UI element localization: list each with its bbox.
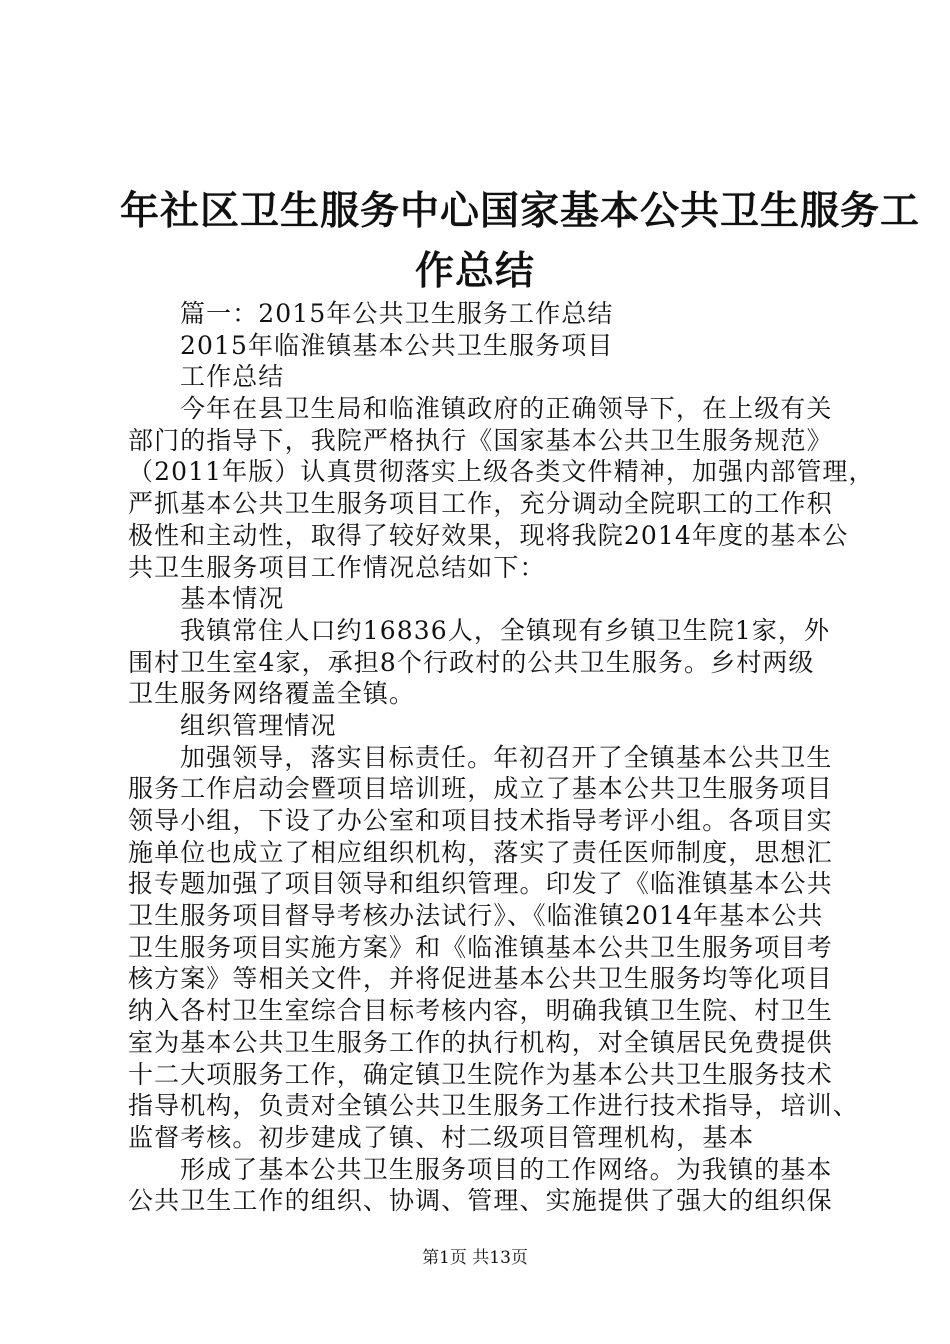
- text-line: 核方案》等相关文件，并将促进基本公共卫生服务均等化项目: [128, 964, 833, 994]
- text-line: 今年在县卫生局和临淮镇政府的正确领导下，在上级有关: [180, 394, 833, 424]
- page-number-total: 共13页: [472, 1248, 528, 1268]
- text-line: 服务工作启动会暨项目培训班，成立了基本公共卫生服务项目: [128, 774, 833, 804]
- text-line: 施单位也成立了相应组织机构，落实了责任医师制度，思想汇: [128, 837, 833, 867]
- text-line: 篇一：2015年公共卫生服务工作总结: [180, 299, 614, 328]
- text-line: 监督考核。初步建成了镇、村二级项目管理机构，基本: [128, 1122, 755, 1152]
- text-line: 严抓基本公共卫生服务项目工作，充分调动全院职工的工作积: [128, 489, 833, 519]
- text-line: 基本情况: [180, 584, 285, 614]
- page-footer: [0, 1246, 950, 1270]
- text-line: 报专题加强了项目领导和组织管理。印发了《临淮镇基本公共: [128, 869, 833, 899]
- text-line: 纳入各村卫生室综合目标考核内容，明确我镇卫生院、村卫生: [128, 996, 833, 1026]
- text-line: 极性和主动性，取得了较好效果，现将我院2014年度的基本公: [128, 520, 849, 550]
- text-line: 十二大项服务工作，确定镇卫生院作为基本公共卫生服务技术: [128, 1059, 833, 1089]
- text-line: 卫生服务项目督导考核办法试行》、《临淮镇2014年基本公共: [128, 901, 824, 931]
- text-line: 室为基本公共卫生服务工作的执行机构，对全镇居民免费提供: [128, 1027, 833, 1057]
- text-line: 加强领导，落实目标责任。年初召开了全镇基本公共卫生: [180, 742, 833, 772]
- document-title-line-1: 年社区卫生服务中心国家基本公共卫生服务工: [120, 188, 921, 234]
- text-line: 组织管理情况: [180, 710, 337, 740]
- text-line: 2015年临淮镇基本公共卫生服务项目: [180, 330, 614, 360]
- text-line: 我镇常住人口约16836人，全镇现有乡镇卫生院1家，外: [180, 615, 831, 645]
- document-title-line-2: 作总结: [414, 248, 535, 294]
- page-number-current: 第1页: [422, 1248, 467, 1268]
- text-line: 卫生服务网络覆盖全镇。: [128, 679, 416, 709]
- text-line: 指导机构，负责对全镇公共卫生服务工作进行技术指导，培训、: [128, 1091, 859, 1121]
- document-body: [128, 298, 875, 1217]
- text-line: （2011年版）认真贯彻落实上级各类文件精神，加强内部管理，: [128, 457, 875, 487]
- text-line: 卫生服务项目实施方案》和《临淮镇基本公共卫生服务项目考: [128, 932, 833, 962]
- text-line: 工作总结: [180, 362, 285, 392]
- text-line: 形成了基本公共卫生服务项目的工作网络。为我镇的基本: [180, 1154, 833, 1184]
- text-line: 部门的指导下，我院严格执行《国家基本公共卫生服务规范》: [128, 425, 833, 455]
- text-line: 公共卫生工作的组织、协调、管理、实施提供了强大的组织保: [128, 1186, 833, 1216]
- text-line: 围村卫生室4家，承担8个行政村的公共卫生服务。乡村两级: [128, 647, 815, 677]
- text-line: 共卫生服务项目工作情况总结如下：: [128, 552, 546, 582]
- text-line: 领导小组，下设了办公室和项目技术指导考评小组。各项目实: [128, 806, 833, 835]
